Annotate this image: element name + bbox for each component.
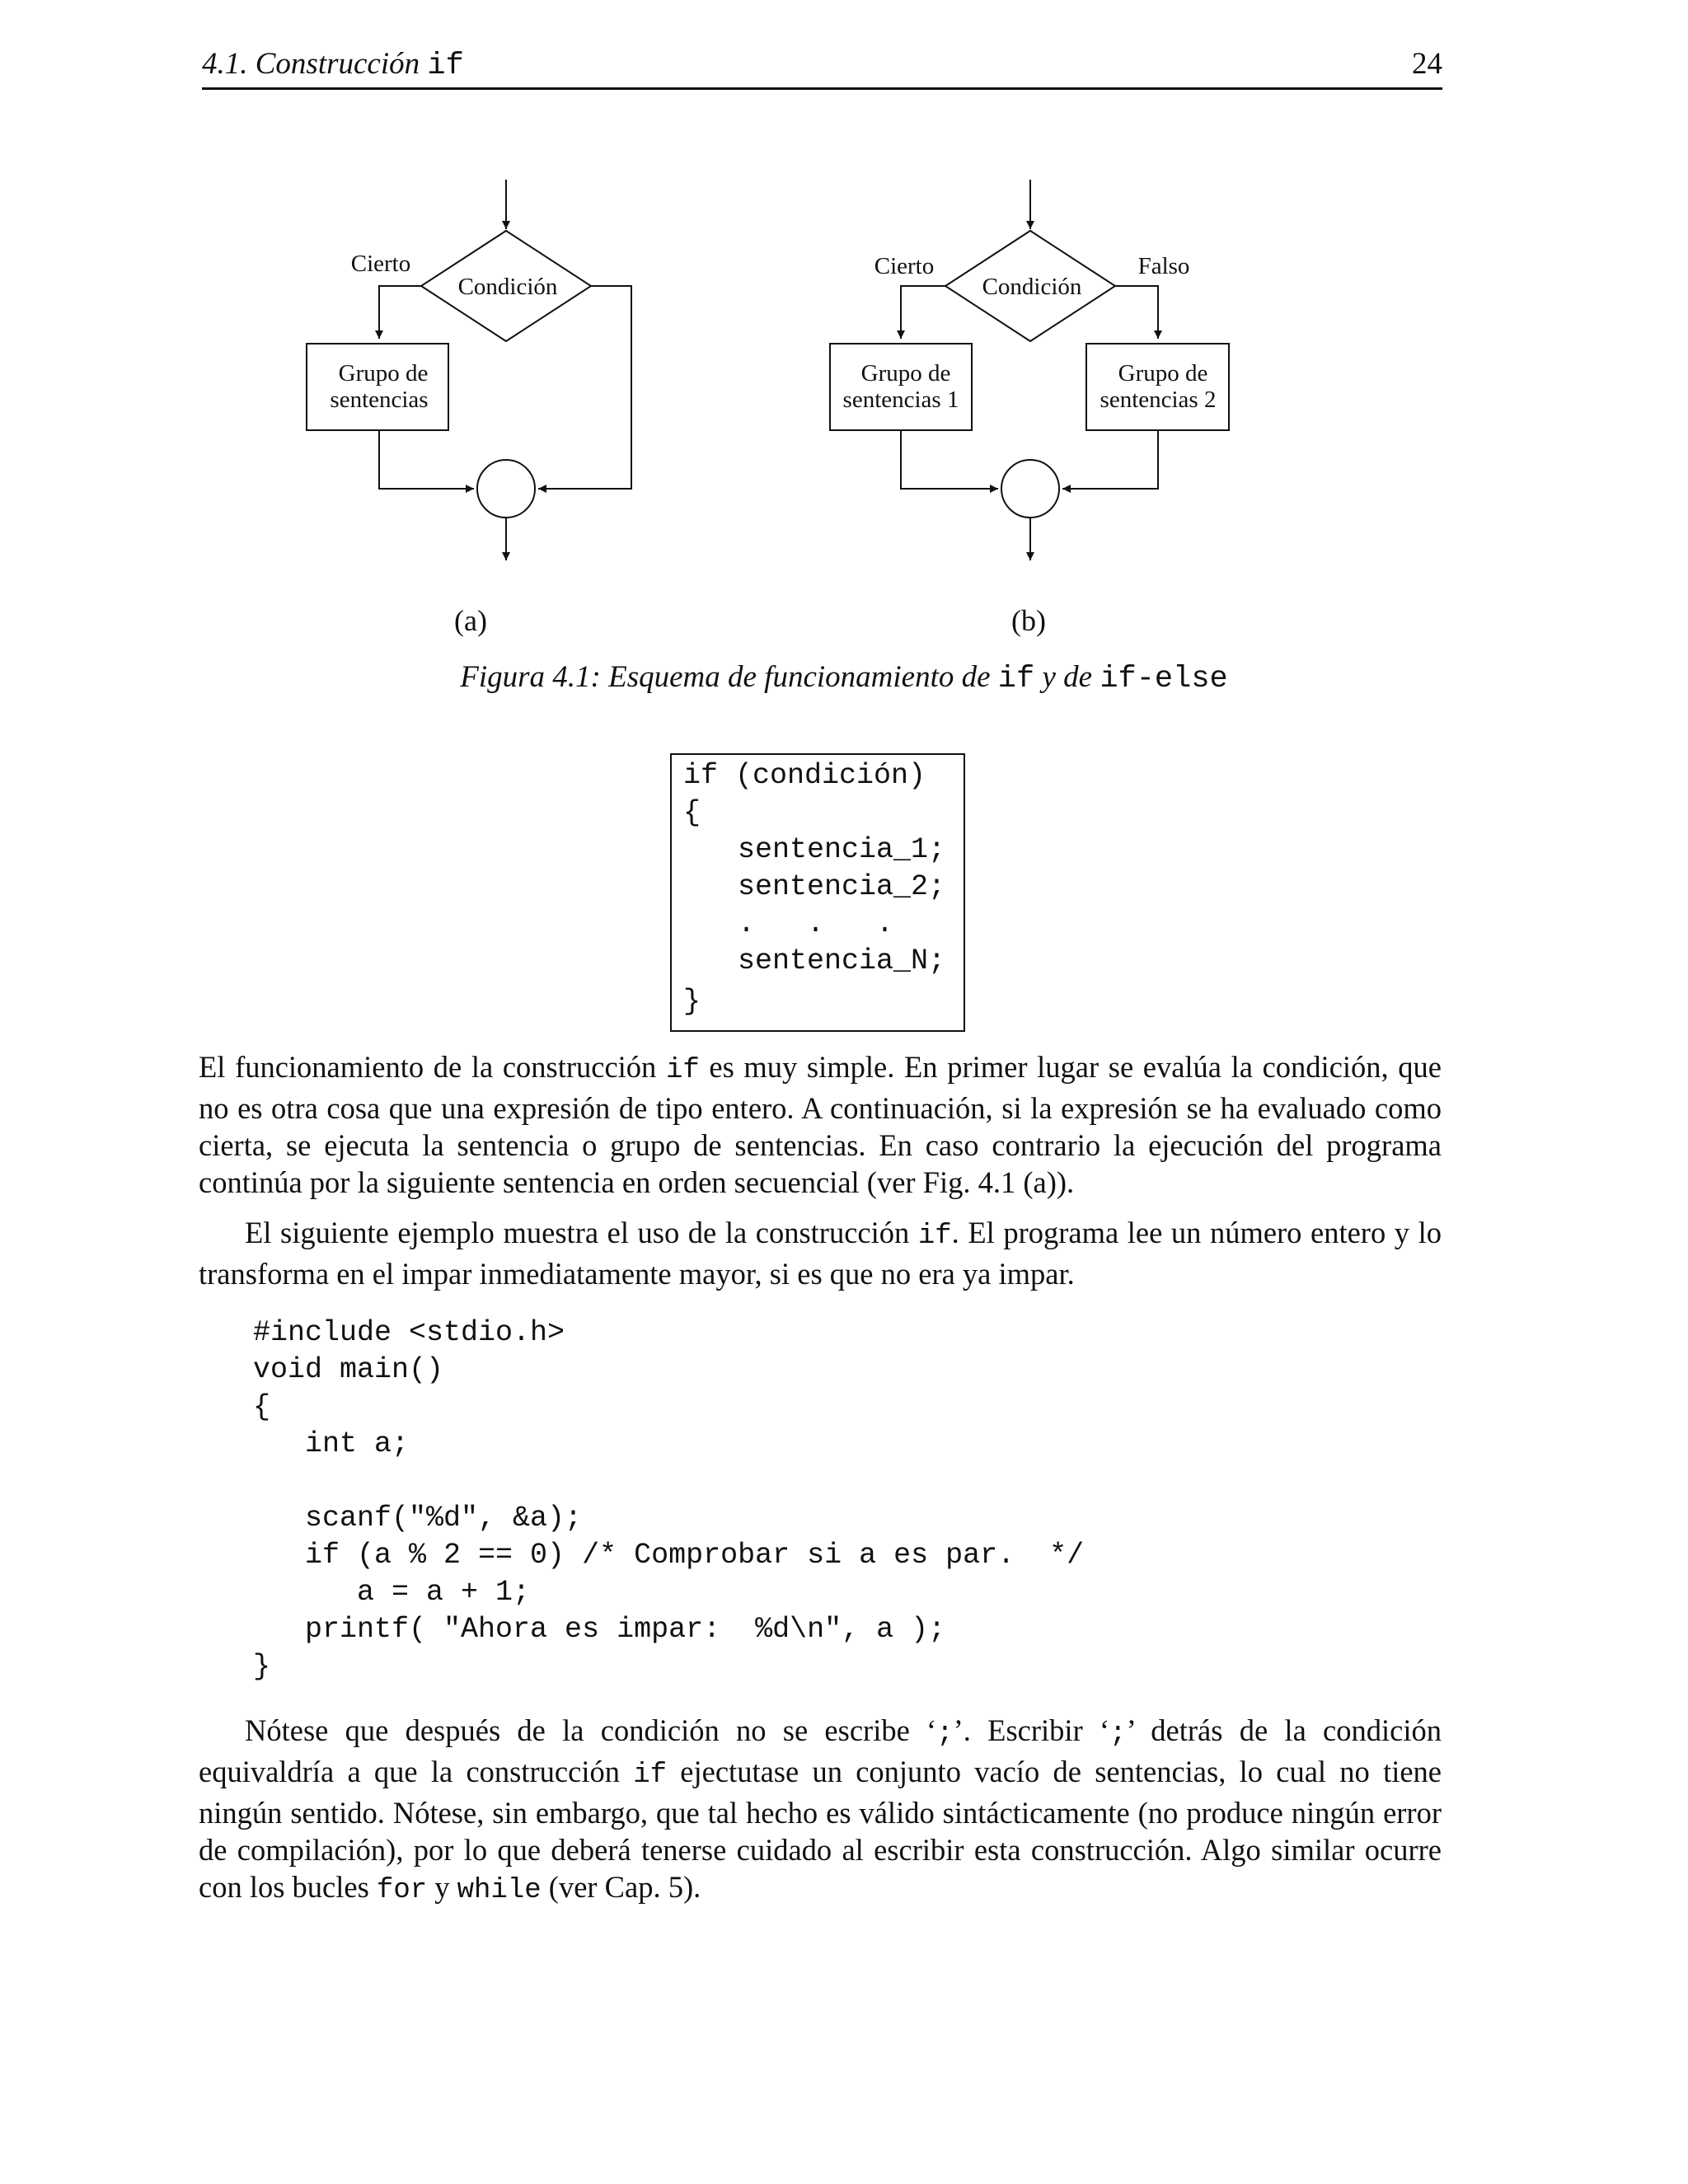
join-circle-a (477, 460, 535, 518)
box-b1-line2: sentencias 1 (842, 387, 959, 413)
box-b2-line1: Grupo de (1118, 360, 1208, 387)
true-label-b: Cierto (874, 253, 935, 279)
section-title: 4.1. Construcción if (202, 47, 464, 83)
syntax-line: sentencia_1; (738, 833, 946, 866)
false-label-b: Falso (1137, 253, 1190, 279)
code-line: int a; (253, 1427, 410, 1460)
code-line: #include <stdio.h> (253, 1316, 565, 1349)
if-syntax-box (670, 753, 965, 1032)
syntax-line: if (condición) (683, 759, 926, 792)
figure-caption: Figura 4.1: Esquema de funcionamiento de if y de if-else (460, 660, 1228, 696)
syntax-line: sentencia_2; (738, 870, 946, 903)
code-line: { (253, 1390, 271, 1423)
paragraph-1: El funcionamiento de la construcción if es muy simple. En primer lugar se evalúa la condición, que no es otra cosa que una expresión de tipo entero. A continuación, si la expresión se ha evaluado como cierta, se ejecuta la sentencia o grupo de sentencias. En caso contrario la ejecución del programa continúa por la siguiente sentencia en orden secuencial (ver Fig. 4.1 (a)). (199, 1050, 1442, 1199)
syntax-line: { (683, 796, 701, 829)
page-number: 24 (1412, 47, 1442, 81)
box-b2-line2: sentencias 2 (1100, 387, 1217, 413)
box-a-line2: sentencias (330, 387, 429, 413)
paragraph-2: El siguiente ejemplo muestra el uso de la construcción if. El programa lee un número entero y lo transforma en el impar inmediatamente mayor, si es que no era ya impar. (199, 1216, 1442, 1291)
syntax-line: . . . (738, 907, 894, 940)
code-line: a = a + 1; (253, 1576, 531, 1609)
condition-label-a: Condición (457, 274, 558, 300)
flowchart-figure (0, 0, 1688, 643)
paragraph-3: Nótese que después de la condición no se escribe ‘;’. Escribir ‘;’ detrás de la condición equivaldría a que la construcción if ejectutase un conjunto vacío de sentencias, lo cual no tiene ningún sentido. Nótese, sin embargo, que tal hecho es válido sintácticamente (no produce ningún error de compilación), por lo que deberá tenerse cuidado al escribir esta construcción. Algo similar ocurre con los bucles for y while (ver Cap. 5). (199, 1713, 1442, 1906)
box-a-line1: Grupo de (338, 360, 429, 387)
code-line: scanf("%d", &a); (253, 1502, 583, 1535)
join-circle-b (1001, 460, 1059, 518)
condition-label-b: Condición (982, 274, 1082, 300)
true-label-a: Cierto (350, 251, 411, 277)
code-line: } (253, 1650, 271, 1683)
syntax-line: } (683, 985, 701, 1018)
code-line: void main() (253, 1353, 444, 1386)
box-b1-line1: Grupo de (860, 360, 951, 387)
diagram-b-label: (b) (1011, 604, 1046, 637)
diagram-a-label: (a) (454, 604, 487, 637)
syntax-line: sentencia_N; (738, 944, 946, 977)
code-line: if (a % 2 == 0) /* Comprobar si a es par. */ (253, 1539, 1085, 1572)
code-line: printf( "Ahora es impar: %d\n", a ); (253, 1613, 946, 1646)
